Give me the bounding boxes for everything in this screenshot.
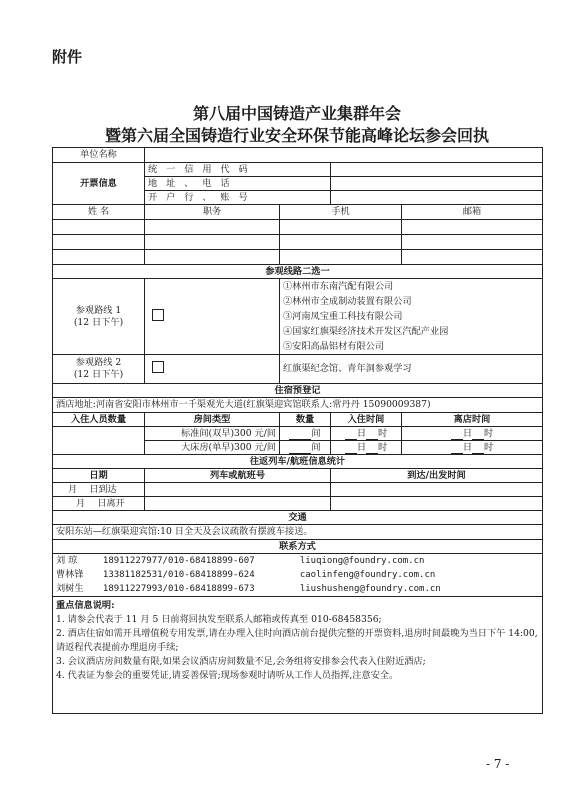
attendee-email-cell[interactable] [402,250,543,265]
attachment-label: 附件 [52,48,83,66]
hotel-col-header: 数量 [280,413,331,427]
hotel-checkin-time[interactable]: 日 时 [331,441,402,455]
contacts-header: 联系方式 [53,540,543,554]
hotel-room-qty[interactable]: 间 [280,427,331,441]
notes-item: 2. 酒店住宿如需开具增值税专用发票,请在办理入住时向酒店前台提供完整的开票资料,退房时间最晚为当日下午 14:00,请返程代表提前办理退房手续; [56,628,538,653]
attendee-email-header: 邮箱 [402,205,543,220]
route-1-list [280,279,543,355]
hotel-guest-count-cell[interactable] [53,427,145,455]
route-1-item: ②林州市全成制动装置有限公司 [283,296,412,307]
hotel-col-header: 入住时间 [331,413,402,427]
route-1-item: ①林州市东南汽配有限公司 [283,281,394,292]
travel-time-cell[interactable] [331,497,543,511]
hotel-address: 酒店地址:河南省安阳市林州市一千渠观光大道(红旗渠迎宾馆联系人:常丹丹 15090009387) [53,398,543,413]
contact-email[interactable]: caolinfeng@foundry.com.cn [299,570,436,580]
route-1-label-line1: 参观路线 1 [75,304,122,316]
invoice-field-label: 统 一 信 用 代 码 [145,163,331,177]
contacts-list [53,554,543,597]
transport-header: 交通 [53,511,543,525]
route-1-row [53,279,543,355]
attendee-email-cell[interactable] [402,235,543,250]
contact-email[interactable]: liushusheng@foundry.com.cn [299,584,441,594]
invoice-bank-field[interactable] [331,191,543,205]
invoice-row [53,163,543,177]
notes-item: 3. 会议酒店房间数量有限,如果会议酒店房间数量不足,会务组将安排参会代表入住附近酒店; [56,656,426,667]
unit-name-label: 单位名称 [53,148,145,163]
notes-item: 1. 请参会代表于 11 月 5 日前将回执发至联系人邮箱或传真至 010-68458356; [56,614,382,625]
invoice-field-label: 开 户 行 、 账 号 [145,191,331,205]
title-line-1: 第八届中国铸造产业集群年会 [192,104,401,123]
unit-name-row [53,148,543,163]
route-2-label-line1: 参观路线 2 [75,357,122,368]
contact-item [56,554,539,568]
notes-title: 重点信息说明: [56,600,115,611]
route-1-label-line2: (12 日下午) [73,316,124,328]
attendee-name-cell[interactable] [53,220,145,235]
transport-header-row [53,511,543,525]
hotel-col-header-row [53,413,543,427]
hotel-address-row [53,398,543,413]
attendee-row [53,250,543,265]
invoice-address-field[interactable] [331,177,543,191]
contacts-row [53,554,543,597]
travel-header-row [53,455,543,469]
attendee-row [53,220,543,235]
travel-number-cell[interactable] [145,483,331,497]
attendee-phone-header: 手机 [280,205,402,220]
routes-header: 参观线路二选一 [53,265,543,279]
notes-block [53,597,543,714]
contact-email[interactable]: liuqiong@foundry.com.cn [299,556,425,566]
unit-name-field[interactable] [145,148,543,163]
route-2-label [53,355,145,384]
contacts-header-row [53,540,543,554]
hotel-checkout-time[interactable]: 日 时 [402,441,543,455]
route-2-checkbox-cell [145,355,280,384]
travel-header: 往返列车/航班信息统计 [53,455,543,469]
transport-row [53,525,543,540]
attendee-name-cell[interactable] [53,250,145,265]
attendee-phone-cell[interactable] [280,250,402,265]
route-1-item: ⑤安阳高晶铝材有限公司 [283,341,385,352]
hotel-room-type: 大床房(单早)300 元/间 [145,441,280,455]
contact-phone: 18911227977/010-68418899-607 [102,556,255,566]
travel-row [53,497,543,511]
attendee-title-cell[interactable] [145,220,280,235]
hotel-col-header: 房间类型 [145,413,280,427]
route-1-item: ④国家红旗渠经济技术开发区汽配产业园 [283,326,449,337]
invoice-field-label: 地 址 、 电 话 [145,177,331,191]
contact-name: 刘 琼 [56,555,78,566]
travel-number-cell[interactable] [145,497,331,511]
hotel-col-header: 离店时间 [402,413,543,427]
route-1-item: ③河南凤宝重工科技有限公司 [283,311,403,322]
travel-col-header: 日期 [53,469,145,483]
hotel-room-type: 标准间(双早)300 元/间 [145,427,280,441]
attendee-row [53,235,543,250]
invoice-label: 开票信息 [53,163,145,205]
contact-name: 曹林锋 [56,569,84,580]
contact-item [56,582,539,596]
travel-col-header-row [53,469,543,483]
contact-item [56,568,539,582]
hotel-col-header: 入住人员数量 [53,413,145,427]
transport-text: 安阳东站—红旗渠迎宾馆:10 日全天及会议疏散有摆渡车接送。 [53,525,543,540]
page-number: - 7 - [486,757,510,771]
hotel-header-row [53,384,543,398]
attendee-title-header: 职务 [145,205,280,220]
attendee-title-cell[interactable] [145,250,280,265]
travel-time-cell[interactable] [331,483,543,497]
attendee-title-cell[interactable] [145,235,280,250]
contact-phone: 18911227993/010-68418899-673 [102,584,255,594]
invoice-credit-code-field[interactable] [331,163,543,177]
hotel-header: 住宿预登记 [53,384,543,398]
route-2-row [53,355,543,384]
attendee-name-header: 姓 名 [53,205,145,220]
hotel-room-qty[interactable]: 间 [280,441,331,455]
route-2-desc: 红旗渠纪念馆、青年洞参观学习 [280,355,543,384]
routes-header-row [53,265,543,279]
route-2-label-line2: (12 日下午) [73,369,124,380]
travel-row [53,483,543,497]
notes-row [53,597,543,714]
travel-col-header: 列车或航班号 [145,469,331,483]
attendee-email-cell[interactable] [402,220,543,235]
attendee-phone-cell[interactable] [280,220,402,235]
registration-form [52,147,543,714]
hotel-checkin-time[interactable]: 日 时 [331,427,402,441]
contact-name: 刘树生 [56,583,84,594]
notes-item: 4. 代表证为参会的重要凭证,请妥善保管;现场参观时请听从工作人员指挥,注意安全。 [56,670,399,681]
attendee-name-cell[interactable] [53,235,145,250]
route-1-checkbox[interactable] [152,309,164,321]
travel-date[interactable]: 月 日离开 [53,497,145,511]
travel-col-header: 到达/出发时间 [331,469,543,483]
attendee-header-row [53,205,543,220]
route-1-label [53,279,145,355]
contact-phone: 13381182531/010-68418899-624 [102,570,255,580]
travel-date[interactable]: 月 日到达 [53,483,145,497]
title-line-2: 暨第六届全国铸造行业安全环保节能高峰论坛参会回执 [104,126,489,145]
route-1-checkbox-cell [145,279,280,355]
hotel-checkout-time[interactable]: 日 时 [402,427,543,441]
attendee-phone-cell[interactable] [280,235,402,250]
hotel-room-row [53,427,543,441]
route-2-checkbox[interactable] [152,361,164,373]
